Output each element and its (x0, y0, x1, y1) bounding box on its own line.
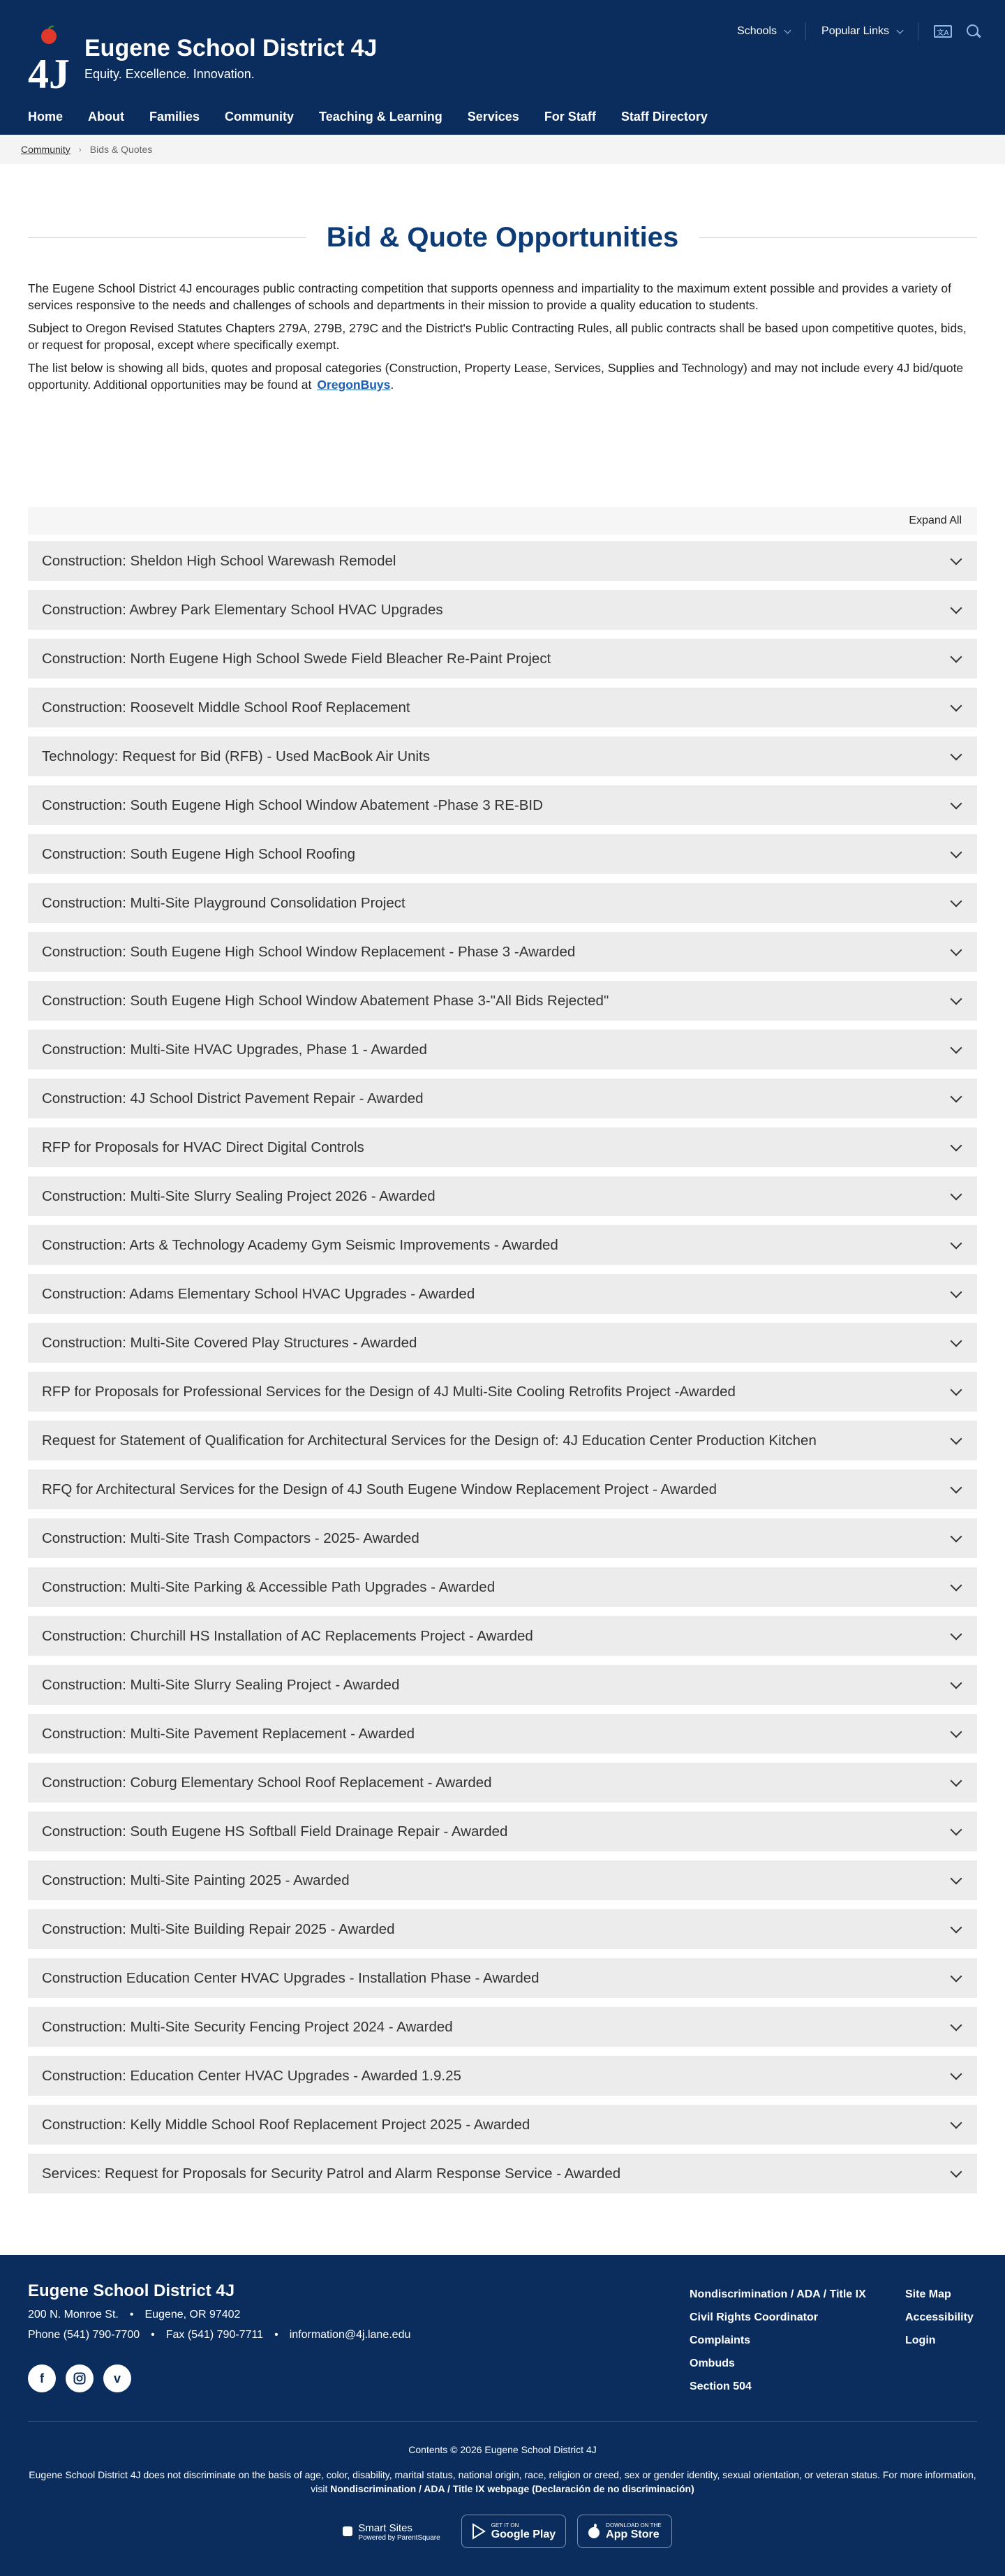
chevron-down-icon (951, 1921, 962, 1933)
chevron-down-icon (951, 2117, 962, 2129)
accordion-list (28, 541, 977, 2203)
accordion-item[interactable] (28, 1714, 977, 1754)
chevron-down-icon (951, 651, 962, 662)
accordion-item[interactable] (28, 883, 977, 923)
nav-community[interactable]: Community (225, 110, 295, 124)
chevron-down-icon (951, 1481, 962, 1493)
chevron-down-icon (951, 553, 962, 565)
utility-nav (722, 22, 981, 40)
accordion-item-title: Construction: Multi-Site Building Repair 2025 - Awarded (42, 1920, 395, 1937)
intro-paragraph: Subject to Oregon Revised Statutes Chapters 279A, 279B, 279C and the District's Public Contracting Rules, all public contracts shall be based upon competitive quotes, bids, or request for proposal, except where specifically exempt. (28, 321, 967, 352)
title-divider (28, 237, 306, 238)
accordion-item-title: Construction: Adams Elementary School HVAC Upgrades - Awarded (42, 1285, 475, 1302)
accordion-item-title: Construction: Roosevelt Middle School Roof Replacement (42, 699, 410, 716)
intro-text-span: The list below is showing all bids, quotes and proposal categories (Construction, Property Lease, Services, Supplies and Technology) and may not include every 4J bid/quote opportunity. Additional opportunities may be found at (28, 361, 964, 392)
intro-paragraph (28, 360, 977, 393)
accordion-item-title: RFP for Proposals for Professional Services for the Design of 4J Multi-Site Cooling Retrofits Project -Awarded (42, 1383, 736, 1400)
footer-link-ombuds[interactable]: Ombuds (690, 2357, 735, 2369)
breadcrumb-current: Bids & Quotes (89, 144, 153, 155)
chevron-down-icon (951, 1335, 962, 1347)
accordion-item[interactable] (28, 1958, 977, 1998)
social-links (28, 2364, 131, 2392)
chevron-down-icon (951, 1872, 962, 1884)
accordion-item-title: RFQ for Architectural Services for the Design of 4J South Eugene Window Replacement Project - Awarded (42, 1481, 717, 1497)
google-play-text (491, 2522, 556, 2541)
accordion-item[interactable] (28, 1470, 977, 1509)
translate-icon[interactable]: 文A (934, 25, 952, 38)
footer-link-complaints[interactable]: Complaints (690, 2334, 751, 2346)
chevron-down-icon (951, 1530, 962, 1542)
footer-divider (28, 2421, 977, 2422)
chevron-down-icon (951, 2068, 962, 2080)
schools-label: Schools (737, 25, 777, 37)
app-store-small: DOWNLOAD ON THE (606, 2522, 662, 2529)
chevron-down-icon (951, 1384, 962, 1396)
accordion-item-title: Construction: Education Center HVAC Upgrades - Awarded 1.9.25 (42, 2067, 461, 2084)
page-title: Bid & Quote Opportunities (326, 221, 679, 253)
oregonbuys-link[interactable]: OregonBuys (317, 378, 391, 392)
accordion-item-title: Construction: Multi-Site Slurry Sealing Project - Awarded (42, 1676, 400, 1693)
footer-link-login[interactable]: Login (905, 2334, 936, 2346)
accordion-item-title: Construction: Multi-Site Painting 2025 - Awarded (42, 1872, 350, 1888)
accordion-item[interactable] (28, 688, 977, 727)
google-play-icon (472, 2524, 486, 2539)
chevron-right-icon: › (78, 145, 82, 154)
footer-email[interactable]: information@4j.lane.edu (289, 2329, 411, 2341)
footer-dot: • (151, 2329, 155, 2341)
chevron-down-icon (951, 602, 962, 614)
footer-address (28, 2309, 240, 2321)
chevron-down-icon (897, 27, 904, 34)
smartsites-text (358, 2522, 440, 2541)
chevron-down-icon (951, 1237, 962, 1249)
accordion-item-title: Construction: Kelly Middle School Roof Replacement Project 2025 - Awarded (42, 2116, 530, 2133)
popular-links-dropdown[interactable] (806, 22, 918, 40)
search-icon[interactable] (966, 24, 981, 39)
intro-text-end: . (390, 378, 394, 392)
google-play-small: GET IT ON (491, 2522, 519, 2529)
intro-paragraph: The Eugene School District 4J encourages public contracting competition that supports openness and impartiality to the maximum extent possible and provides a variety of services responsive to the needs and challenges of schools and departments in their mission to provide a quality education to students. (28, 281, 951, 312)
footer-contact (28, 2329, 410, 2341)
accordion-item[interactable] (28, 1079, 977, 1118)
accordion-item-title: Construction Education Center HVAC Upgrades - Installation Phase - Awarded (42, 1969, 539, 1986)
accordion-item-title: Construction: Churchill HS Installation of AC Replacements Project - Awarded (42, 1627, 533, 1644)
chevron-down-icon (951, 1090, 962, 1102)
nondisc-text: Eugene School District 4J does not discriminate on the basis of age, color, disability, marital status, national origin, race, religion or creed, sex or gender identity, sexual orientation, or veteran status. For more information, visit (29, 2469, 976, 2494)
accordion-item-title: Construction: South Eugene High School Window Replacement - Phase 3 -Awarded (42, 943, 576, 960)
accordion-item-title: RFP for Proposals for HVAC Direct Digital Controls (42, 1139, 364, 1155)
instagram-icon[interactable] (66, 2364, 94, 2392)
accordion-item[interactable] (28, 1030, 977, 1069)
apple-icon (588, 2524, 600, 2539)
google-play-label: Google Play (491, 2528, 556, 2540)
site-title[interactable]: Eugene School District 4J (84, 35, 378, 61)
page-title-wrap (28, 216, 977, 258)
google-play-badge[interactable] (461, 2515, 566, 2548)
svg-text:4J: 4J (28, 51, 70, 97)
chevron-down-icon (951, 846, 962, 858)
footer-dot: • (274, 2329, 278, 2341)
accordion-item[interactable] (28, 1274, 977, 1314)
chevron-down-icon (951, 1042, 962, 1053)
accordion-item-title: Construction: North Eugene High School Swede Field Bleacher Re-Paint Project (42, 650, 551, 667)
accordion-item[interactable] (28, 1421, 977, 1460)
accordion-item[interactable] (28, 1225, 977, 1265)
chevron-down-icon (951, 1970, 962, 1982)
smartsites-label: Smart Sites (358, 2522, 412, 2534)
intro-text (28, 280, 977, 399)
accordion-item[interactable] (28, 2056, 977, 2096)
district-logo[interactable] (27, 27, 70, 97)
nondisc-es-link[interactable]: (Declaración de no discriminación) (532, 2483, 694, 2494)
app-store-label: App Store (606, 2528, 660, 2540)
accordion-item[interactable] (28, 590, 977, 630)
popular-links-label: Popular Links (821, 25, 889, 37)
footer-nondiscrimination (28, 2468, 977, 2496)
chevron-down-icon (951, 1726, 962, 1738)
chevron-down-icon (951, 2166, 962, 2177)
accordion-item-title: Construction: South Eugene High School Roofing (42, 845, 356, 862)
chevron-down-icon (951, 1188, 962, 1200)
accordion-item[interactable] (28, 639, 977, 679)
footer-link-nondiscrimination[interactable]: Nondiscrimination / ADA / Title IX (690, 2288, 866, 2300)
app-store-badge[interactable] (577, 2515, 671, 2548)
footer-link-civil-rights[interactable]: Civil Rights Coordinator (690, 2311, 818, 2323)
vimeo-icon[interactable]: v (103, 2364, 131, 2392)
app-badges (0, 2515, 1005, 2548)
chevron-down-icon (951, 2019, 962, 2031)
accordion-item[interactable] (28, 541, 977, 581)
footer-district-name: Eugene School District 4J (28, 2281, 235, 2300)
accordion-item[interactable] (28, 981, 977, 1021)
accordion-item-title: Construction: South Eugene HS Softball Field Drainage Repair - Awarded (42, 1823, 508, 1840)
chevron-down-icon (951, 895, 962, 907)
footer-fax: Fax (541) 790-7711 (165, 2329, 264, 2341)
accordion-item-title: Construction: Multi-Site HVAC Upgrades, Phase 1 - Awarded (42, 1041, 427, 1058)
accordion-item[interactable] (28, 932, 977, 972)
accordion-item-title: Construction: South Eugene High School Window Abatement -Phase 3 RE-BID (42, 797, 543, 813)
expand-all-button[interactable]: Expand All (909, 515, 962, 526)
breadcrumb-community[interactable]: Community (21, 144, 70, 155)
title-divider (699, 237, 977, 238)
nav-services[interactable]: Services (467, 110, 519, 124)
accordion-item[interactable] (28, 1616, 977, 1656)
chevron-down-icon (951, 1433, 962, 1444)
footer-phone[interactable]: Phone (541) 790-7700 (28, 2329, 140, 2341)
nav-for-staff[interactable]: For Staff (544, 110, 596, 124)
accordion-item[interactable] (28, 2105, 977, 2145)
nav-families[interactable]: Families (149, 110, 200, 124)
accordion-item-title: Construction: Multi-Site Trash Compactors - 2025- Awarded (42, 1530, 419, 1546)
accordion-item-title: Construction: Multi-Site Playground Consolidation Project (42, 894, 405, 911)
accordion-item-title: Construction: South Eugene High School Window Abatement Phase 3-"All Bids Rejected" (42, 992, 609, 1009)
footer-links-primary (690, 2283, 866, 2398)
nav-staff-directory[interactable]: Staff Directory (620, 110, 708, 124)
accordion-item-title: Construction: Multi-Site Pavement Replacement - Awarded (42, 1725, 415, 1742)
accordion-item[interactable] (28, 1176, 977, 1216)
chevron-down-icon (951, 1579, 962, 1591)
accordion-item[interactable] (28, 1518, 977, 1558)
accordion-item[interactable] (28, 834, 977, 874)
expand-bar (28, 507, 977, 535)
chevron-down-icon (951, 1139, 962, 1151)
accordion-item[interactable] (28, 1567, 977, 1607)
chevron-down-icon (951, 944, 962, 956)
accordion-item[interactable] (28, 1763, 977, 1803)
chevron-down-icon (951, 748, 962, 760)
accordion-item[interactable] (28, 1372, 977, 1412)
accordion-item-title: Construction: Multi-Site Covered Play Structures - Awarded (42, 1334, 417, 1351)
site-tagline: Equity. Excellence. Innovation. (84, 67, 255, 81)
accordion-item[interactable] (28, 736, 977, 776)
chevron-down-icon (951, 993, 962, 1005)
accordion-item-title: Construction: Coburg Elementary School Roof Replacement - Awarded (42, 1774, 492, 1791)
chevron-down-icon (951, 797, 962, 809)
chevron-down-icon (951, 1677, 962, 1689)
footer-city: Eugene, OR 97402 (144, 2309, 241, 2320)
accordion-item-title: Construction: Multi-Site Slurry Sealing Project 2026 - Awarded (42, 1187, 436, 1204)
footer-link-site-map[interactable]: Site Map (905, 2288, 951, 2300)
chevron-down-icon (951, 699, 962, 711)
nav-teaching-learning[interactable]: Teaching & Learning (319, 110, 442, 124)
accordion-item[interactable] (28, 1665, 977, 1705)
accordion-item[interactable] (28, 1860, 977, 1900)
smartsites-icon (343, 2526, 352, 2536)
accordion-item[interactable] (28, 1909, 977, 1949)
nav-about[interactable]: About (88, 110, 124, 124)
footer-link-accessibility[interactable]: Accessibility (905, 2311, 974, 2323)
site-footer (0, 2255, 1005, 2576)
nondisc-link[interactable]: Nondiscrimination / ADA / Title IX webpage (330, 2483, 530, 2494)
accordion-item[interactable] (28, 785, 977, 825)
chevron-down-icon (784, 27, 791, 34)
accordion-item-title: Construction: Multi-Site Parking & Accessible Path Upgrades - Awarded (42, 1578, 496, 1595)
accordion-item[interactable] (28, 1812, 977, 1851)
accordion-item-title: Construction: Multi-Site Security Fencing Project 2024 - Awarded (42, 2018, 453, 2035)
accordion-item[interactable] (28, 2154, 977, 2193)
main-nav (28, 110, 733, 124)
accordion-item[interactable] (28, 1323, 977, 1363)
schools-dropdown[interactable] (722, 22, 805, 40)
chevron-down-icon (951, 1823, 962, 1835)
accordion-item-title: Construction: Arts & Technology Academy Gym Seismic Improvements - Awarded (42, 1236, 558, 1253)
smartsites-powered: Powered by ParentSquare (358, 2533, 440, 2542)
accordion-item-title: Services: Request for Proposals for Security Patrol and Alarm Response Service - Awarded (42, 2165, 621, 2182)
smartsites-badge[interactable] (333, 2515, 449, 2548)
accordion-item-title: Construction: Sheldon High School Warewash Remodel (42, 552, 396, 569)
facebook-icon[interactable]: f (28, 2364, 56, 2392)
nav-home[interactable]: Home (28, 110, 64, 124)
accordion-item-title: Request for Statement of Qualification for Architectural Services for the Design of: 4J Education Center Production Kitchen (42, 1432, 817, 1449)
footer-dot: • (129, 2309, 134, 2320)
footer-link-section-504[interactable]: Section 504 (690, 2381, 752, 2392)
accordion-item[interactable] (28, 1127, 977, 1167)
footer-street: 200 N. Monroe St. (28, 2309, 119, 2320)
chevron-down-icon (951, 1628, 962, 1640)
accordion-item-title: Construction: 4J School District Pavement Repair - Awarded (42, 1090, 424, 1106)
footer-copyright: Contents © 2026 Eugene School District 4J (408, 2444, 597, 2455)
chevron-down-icon (951, 1775, 962, 1786)
breadcrumb (0, 135, 1005, 164)
accordion-item[interactable] (28, 2007, 977, 2047)
footer-links-secondary (905, 2283, 974, 2352)
app-store-text (606, 2522, 661, 2541)
accordion-item-title: Construction: Awbrey Park Elementary School HVAC Upgrades (42, 601, 443, 618)
accordion-item-title: Technology: Request for Bid (RFB) - Used MacBook Air Units (42, 748, 430, 764)
chevron-down-icon (951, 1286, 962, 1298)
site-header (0, 0, 1005, 135)
